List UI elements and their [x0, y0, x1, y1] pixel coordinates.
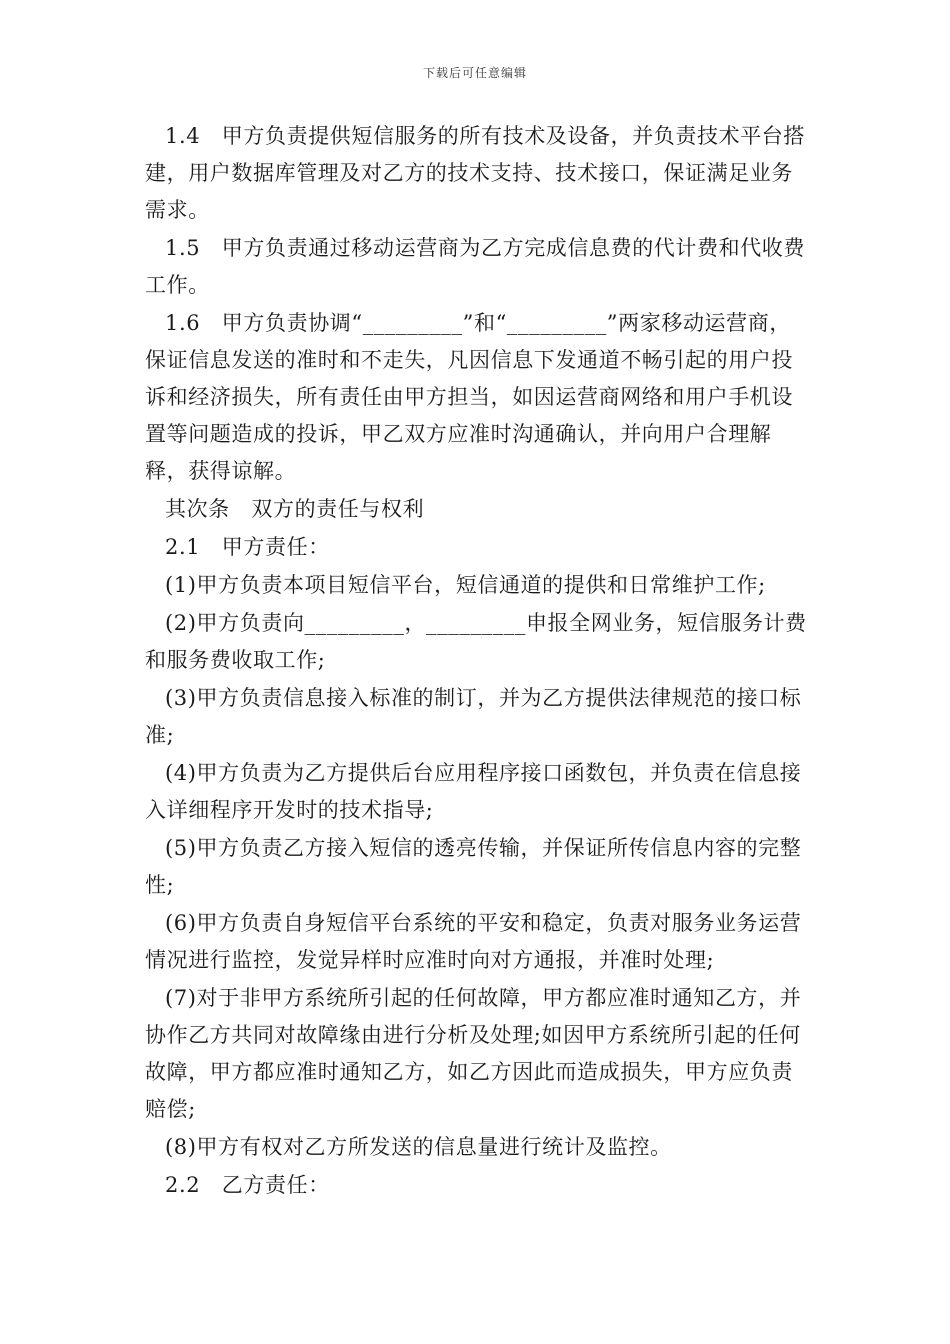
party-a-duty-2: (2)甲方负责向_________，_________申报全网业务，短信服务计费和服务费收取工作;	[145, 611, 807, 672]
party-a-duty-1: (1)甲方负责本项目短信平台，短信通道的提供和日常维护工作;	[165, 573, 766, 597]
page-header: 下载后可任意编辑	[422, 66, 527, 80]
party-a-duty-5: (5)甲方负责乙方接入短信的透亮传输，并保证所传信息内容的完整性;	[145, 836, 802, 897]
party-a-duty-6: (6)甲方负责自身短信平台系统的平安和稳定，负责对服务业务运营情况进行监控，发觉异样时应准时向对方通报，并准时处理;	[145, 911, 802, 972]
clause-2-1-heading: 2.1 甲方责任：	[165, 535, 330, 559]
document-body	[145, 118, 810, 1205]
party-a-duty-3: (3)甲方负责信息接入标准的制订，并为乙方提供法律规范的接口标准;	[145, 686, 802, 747]
party-a-duty-7: (7)对于非甲方系统所引起的任何故障，甲方都应准时通知乙方，并协作乙方共同对故障缘由进行分析及处理;如因甲方系统所引起的任何故障，甲方都应准时通知乙方，如乙方因此而造成损失，甲方应负责赔偿;	[145, 986, 802, 1121]
section-heading-article-2: 其次条 双方的责任与权利	[165, 497, 425, 521]
clause-2-2-heading: 2.2 乙方责任：	[165, 1173, 330, 1197]
party-a-duty-8: (8)甲方有权对乙方所发送的信息量进行统计及监控。	[165, 1135, 672, 1159]
clause-1-4: 1.4 甲方负责提供短信服务的所有技术及设备，并负责技术平台搭建，用户数据库管理及对乙方的技术支持、技术接口，保证满足业务需求。	[145, 124, 805, 222]
party-a-duty-4: (4)甲方负责为乙方提供后台应用程序接口函数包，并负责在信息接入详细程序开发时的技术指导;	[145, 761, 802, 822]
clause-1-6: 1.6 甲方负责协调“_________”和“_________”两家移动运营商，保证信息发送的准时和不走失，凡因信息下发通道不畅引起的用户投诉和经济损失，所有责任由甲方担当，如因运营商网络和用户手机设置等问题造成的投诉，甲乙双方应准时沟通确认，并向用户合理解释，获得谅解。	[145, 311, 793, 483]
clause-1-5: 1.5 甲方负责通过移动运营商为乙方完成信息费的代计费和代收费工作。	[145, 236, 805, 297]
